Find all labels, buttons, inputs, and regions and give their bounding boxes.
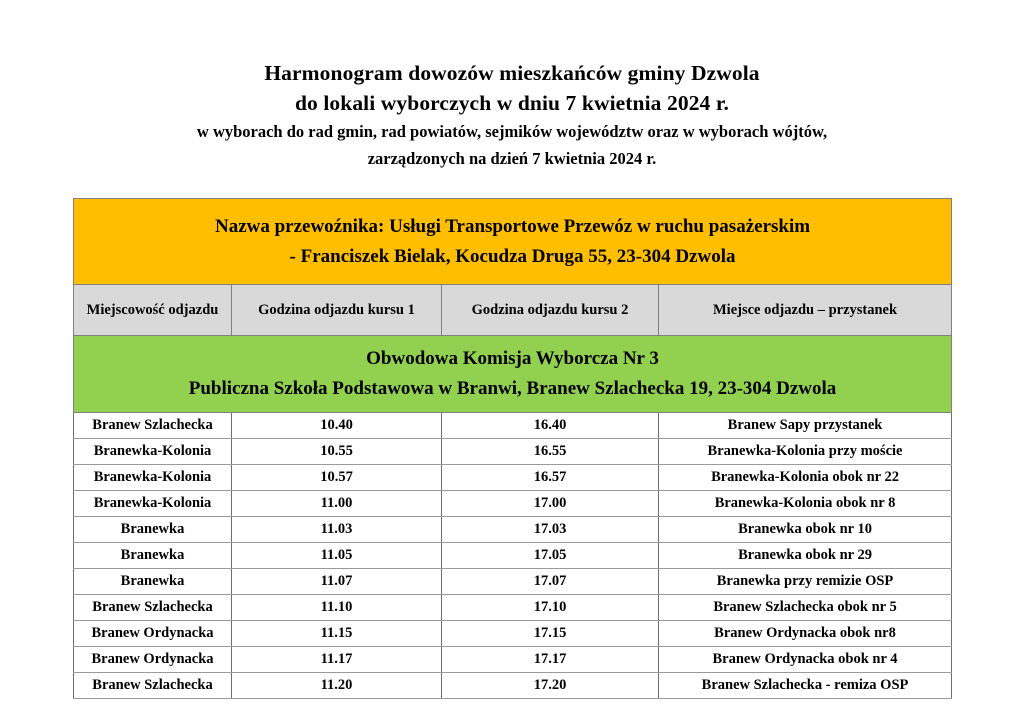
cell-course-2: 16.55 — [442, 439, 659, 465]
commission-name: Obwodowa Komisja Wyborcza Nr 3 — [366, 348, 659, 369]
cell-course-2: 17.17 — [442, 647, 659, 673]
cell-course-2: 17.00 — [442, 491, 659, 517]
schedule-table — [73, 198, 952, 699]
cell-locality: Branew Szlachecka — [74, 673, 232, 699]
cell-locality: Branewka-Kolonia — [74, 491, 232, 517]
cell-locality: Branew Ordynacka — [74, 647, 232, 673]
cell-stop: Branewka-Kolonia obok nr 8 — [659, 491, 952, 517]
table-row — [74, 543, 952, 569]
cell-course-1: 10.55 — [232, 439, 442, 465]
cell-course-2: 17.03 — [442, 517, 659, 543]
cell-locality: Branewka-Kolonia — [74, 465, 232, 491]
table-row — [74, 621, 952, 647]
cell-course-2: 17.05 — [442, 543, 659, 569]
cell-stop: Branew Szlachecka obok nr 5 — [659, 595, 952, 621]
carrier-banner-row — [74, 199, 952, 285]
cell-stop: Branew Ordynacka obok nr8 — [659, 621, 952, 647]
cell-locality: Branew Szlachecka — [74, 413, 232, 439]
page-subtitle-line-1: w wyborach do rad gmin, rad powiatów, sejmików województw oraz w wyborach wójtów, — [196, 122, 828, 141]
table-row — [74, 413, 952, 439]
cell-locality: Branewka — [74, 569, 232, 595]
carrier-name-line-1: Nazwa przewoźnika: Usługi Transportowe Przewóz w ruchu pasażerskim — [214, 216, 811, 237]
table-row — [74, 595, 952, 621]
table-row — [74, 491, 952, 517]
cell-stop: Branew Szlachecka - remiza OSP — [659, 673, 952, 699]
cell-course-2: 17.15 — [442, 621, 659, 647]
cell-course-1: 10.57 — [232, 465, 442, 491]
cell-locality: Branewka — [74, 517, 232, 543]
table-row — [74, 673, 952, 699]
table-row — [74, 647, 952, 673]
cell-course-1: 11.15 — [232, 621, 442, 647]
cell-stop: Branewka obok nr 29 — [659, 543, 952, 569]
cell-course-2: 16.57 — [442, 465, 659, 491]
cell-course-1: 11.03 — [232, 517, 442, 543]
cell-course-1: 11.00 — [232, 491, 442, 517]
cell-stop: Branewka przy remizie OSP — [659, 569, 952, 595]
commission-banner-cell — [74, 336, 952, 413]
cell-locality: Branewka-Kolonia — [74, 439, 232, 465]
cell-course-1: 11.07 — [232, 569, 442, 595]
column-header-stop: Miejsce odjazdu – przystanek — [659, 285, 952, 336]
cell-stop: Branewka obok nr 10 — [659, 517, 952, 543]
cell-locality: Branew Szlachecka — [74, 595, 232, 621]
commission-banner-row — [74, 336, 952, 413]
cell-stop: Branewka-Kolonia przy moście — [659, 439, 952, 465]
page-title-line-1: Harmonogram dowozów mieszkańców gminy Dzwola — [264, 61, 760, 85]
schedule-table-body — [74, 199, 952, 699]
cell-course-1: 11.20 — [232, 673, 442, 699]
cell-course-1: 11.10 — [232, 595, 442, 621]
cell-course-2: 17.10 — [442, 595, 659, 621]
page-title-line-2: do lokali wyborczych w dniu 7 kwietnia 2024 r. — [294, 91, 730, 115]
column-header-course-1: Godzina odjazdu kursu 1 — [232, 285, 442, 336]
cell-stop: Branew Sapy przystanek — [659, 413, 952, 439]
table-row — [74, 569, 952, 595]
cell-course-1: 10.40 — [232, 413, 442, 439]
table-row — [74, 439, 952, 465]
table-row — [74, 465, 952, 491]
column-header-course-2: Godzina odjazdu kursu 2 — [442, 285, 659, 336]
document-title-block — [0, 0, 1024, 172]
page-subtitle-line-2: zarządzonych na dzień 7 kwietnia 2024 r. — [367, 149, 657, 168]
cell-course-2: 16.40 — [442, 413, 659, 439]
cell-locality: Branewka — [74, 543, 232, 569]
cell-stop: Branew Ordynacka obok nr 4 — [659, 647, 952, 673]
cell-course-2: 17.07 — [442, 569, 659, 595]
cell-locality: Branew Ordynacka — [74, 621, 232, 647]
cell-course-1: 11.05 — [232, 543, 442, 569]
cell-course-1: 11.17 — [232, 647, 442, 673]
commission-address: Publiczna Szkoła Podstawowa w Branwi, Branew Szlachecka 19, 23-304 Dzwola — [188, 378, 837, 399]
column-header-row — [74, 285, 952, 336]
column-header-locality: Miejscowość odjazdu — [74, 285, 232, 336]
table-row — [74, 517, 952, 543]
schedule-table-container — [73, 198, 951, 699]
cell-stop: Branewka-Kolonia obok nr 22 — [659, 465, 952, 491]
carrier-address-line-2: - Franciszek Bielak, Kocudza Druga 55, 23-304 Dzwola — [289, 246, 736, 267]
carrier-banner-cell — [74, 199, 952, 285]
cell-course-2: 17.20 — [442, 673, 659, 699]
